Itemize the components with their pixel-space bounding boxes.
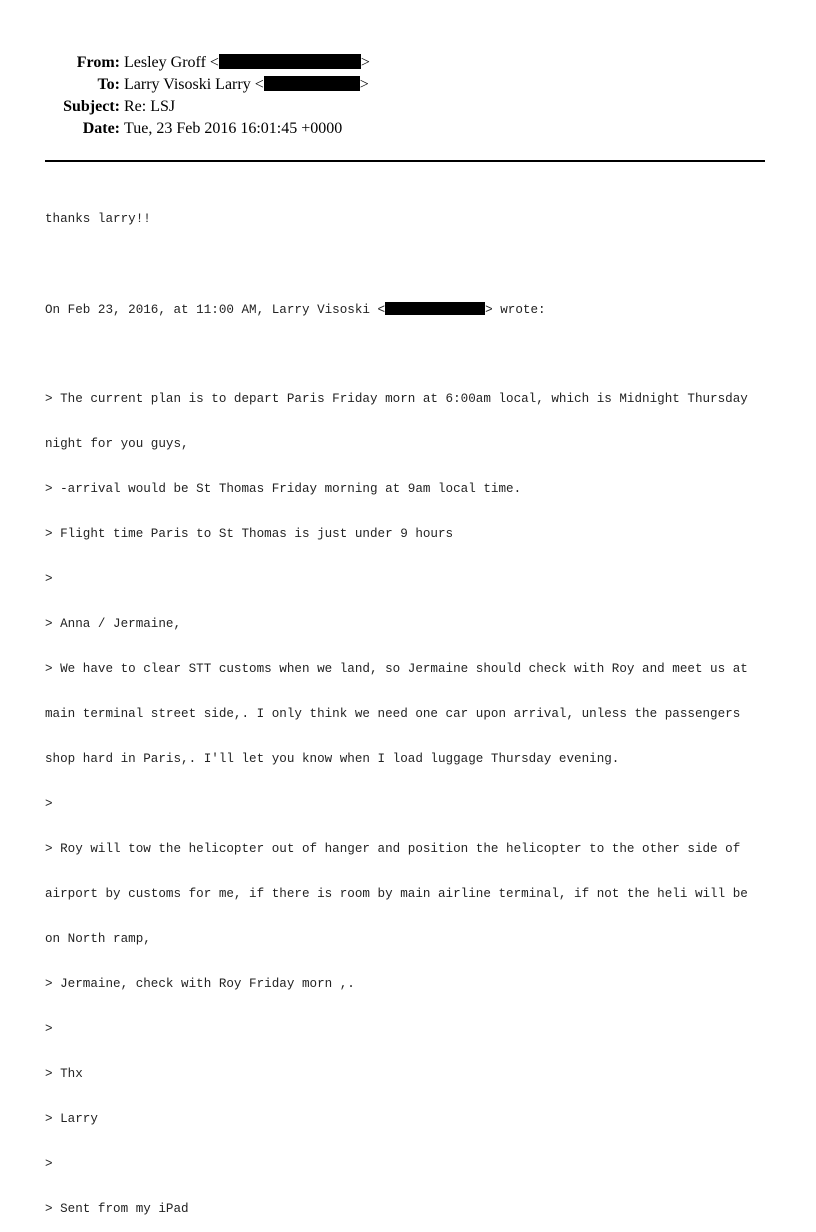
quoted-line: on North ramp, [45, 932, 151, 946]
subject-value: Re: LSJ [124, 98, 176, 115]
blank-line [45, 347, 775, 362]
quoted-line: > Roy will tow the helicopter out of hanger and position the helicopter to the other side of [45, 842, 741, 856]
redaction-block [219, 54, 361, 69]
redaction-block [385, 302, 485, 315]
quoted-line: > We have to clear STT customs when we land, so Jermaine should check with Roy and meet us at [45, 662, 748, 676]
quoted-line: > [45, 572, 53, 586]
email-header [0, 52, 816, 140]
from-label: From: [76, 54, 120, 71]
blank-line [45, 257, 775, 272]
quoted-line: > [45, 1022, 53, 1036]
subject-row [0, 96, 816, 118]
quoted-line: > [45, 797, 53, 811]
quoted-line: > Anna / Jermaine, [45, 617, 182, 631]
quoted-line: > Sent from my iPad [45, 1202, 189, 1216]
quoted-line: > Flight time Paris to St Thomas is just under 9 hours [45, 527, 454, 541]
subject-label: Subject: [63, 98, 120, 115]
to-row [0, 74, 816, 96]
date-value: Tue, 23 Feb 2016 16:01:45 +0000 [124, 120, 343, 137]
date-row [0, 118, 816, 140]
greeting-line: thanks larry!! [45, 212, 151, 226]
from-row [0, 52, 816, 74]
to-name: Larry Visoski Larry < [124, 76, 264, 93]
quoted-line: airport by customs for me, if there is room by main airline terminal, if not the heli will be [45, 887, 748, 901]
from-name: Lesley Groff < [124, 54, 219, 71]
quoted-line: > The current plan is to depart Paris Friday morn at 6:00am local, which is Midnight Thursday [45, 392, 748, 406]
quote-intro-suffix: > wrote: [485, 303, 546, 317]
header-divider [45, 160, 765, 162]
quoted-line: > Jermaine, check with Roy Friday morn ,. [45, 977, 355, 991]
to-value [124, 74, 369, 96]
date-label: Date: [82, 120, 120, 137]
quote-intro-prefix: On Feb 23, 2016, at 11:00 AM, Larry Visoski < [45, 303, 386, 317]
quoted-line: night for you guys, [45, 437, 189, 451]
quoted-line: main terminal street side,. I only think we need one car upon arrival, unless the passengers [45, 707, 741, 721]
from-value [124, 52, 370, 74]
to-label: To: [97, 76, 120, 93]
quoted-line: shop hard in Paris,. I'll let you know when I load luggage Thursday evening. [45, 752, 620, 766]
redaction-block [264, 76, 360, 91]
email-body [45, 182, 775, 1232]
quoted-line: > Larry [45, 1112, 98, 1126]
quoted-line: > -arrival would be St Thomas Friday morning at 9am local time. [45, 482, 522, 496]
quoted-line: > [45, 1157, 53, 1171]
quote-intro-line [45, 302, 775, 317]
quoted-line: > Thx [45, 1067, 83, 1081]
from-suffix: > [360, 54, 370, 71]
to-suffix: > [359, 76, 369, 93]
